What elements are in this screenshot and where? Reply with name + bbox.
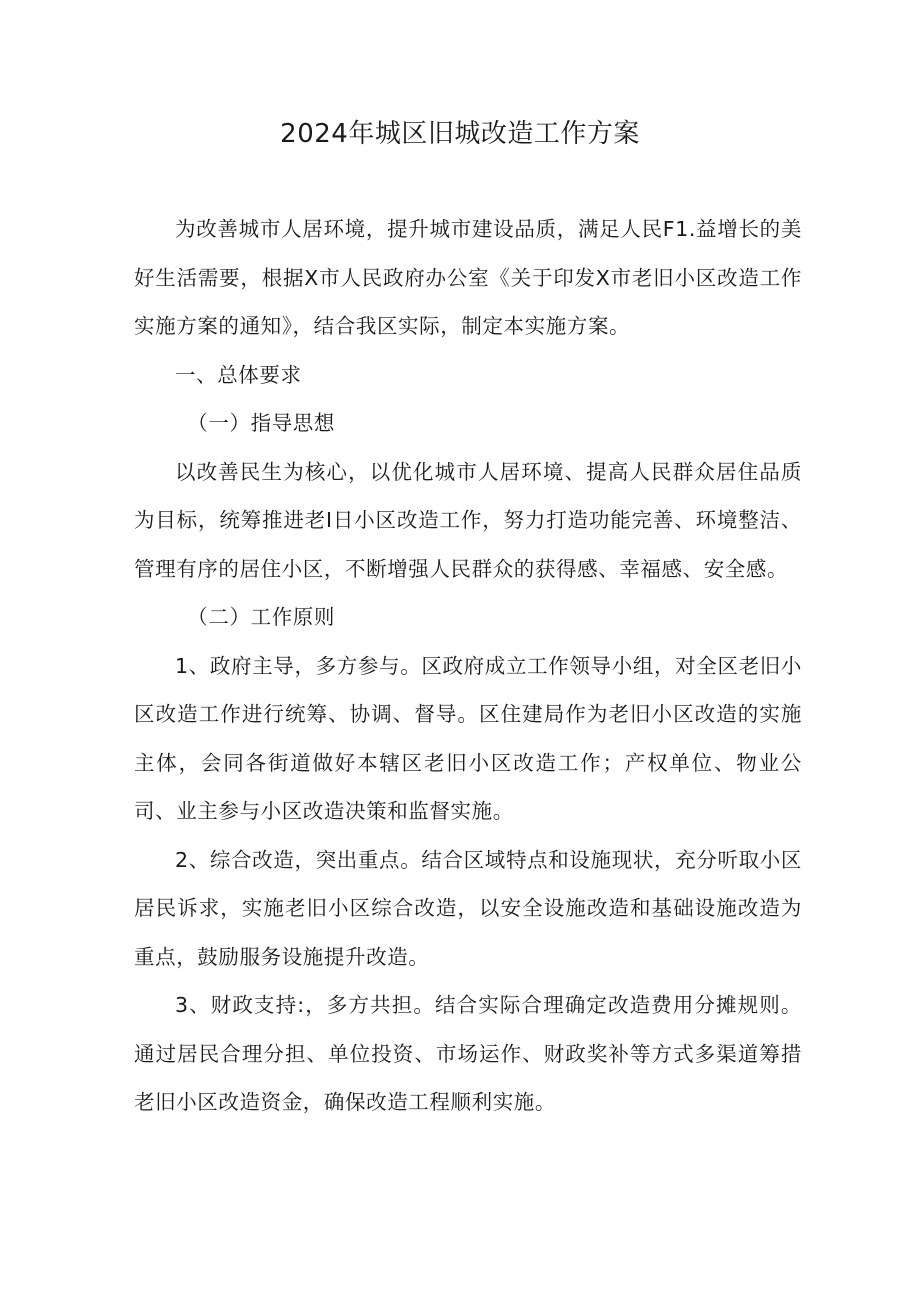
intro-paragraph: 为改善城市人居环境，提升城市建设品质，满足人民F1.益增长的美好生活需要，根据X市人民政府办公室《关于印发X市老旧小区改造工作实施方案的通知》，结合我区实际，制定本实施方案。 [134, 217, 802, 338]
document-body [134, 205, 802, 1127]
document-title: 2024年城区旧城改造工作方案 [280, 119, 640, 149]
subsection-heading-working-principles: （二）工作原则 [187, 605, 335, 629]
principle-paragraph-1: 1、政府主导，多方参与。区政府成立工作领导小组，对全区老旧小区改造工作进行统筹、协调、督导。区住建局作为老旧小区改造的实施主体，会同各街道做好本辖区老旧小区改造工作；产权单位、物业公司、业主参与小区改造决策和监督实施。 [134, 653, 802, 823]
principle-paragraph-2: 2、综合改造，突出重点。结合区域特点和设施现状，充分听取小区居民诉求，实施老旧小区综合改造，以安全设施改造和基础设施改造为重点，鼓励服务设施提升改造。 [134, 847, 802, 969]
guiding-ideology-paragraph: 以改善民生为核心，以优化城市人居环境、提高人民群众居住品质为目标，统筹推进老I日小区改造工作，努力打造功能完善、环境整洁、管理有序的居住小区，不断增强人民群众的获得感、幸福感、安全感。 [134, 459, 802, 581]
principle-paragraph-3: 3、财政支持:，多方共担。结合实际合理确定改造费用分摊规则。通过居民合理分担、单位投资、市场运作、财政奖补等方式多渠道筹措老旧小区改造资金，确保改造工程顺利实施。 [134, 993, 802, 1114]
section-heading-general-requirements: 一、总体要求 [175, 362, 302, 387]
subsection-heading-guiding-ideology: （一）指导思想 [187, 411, 335, 435]
